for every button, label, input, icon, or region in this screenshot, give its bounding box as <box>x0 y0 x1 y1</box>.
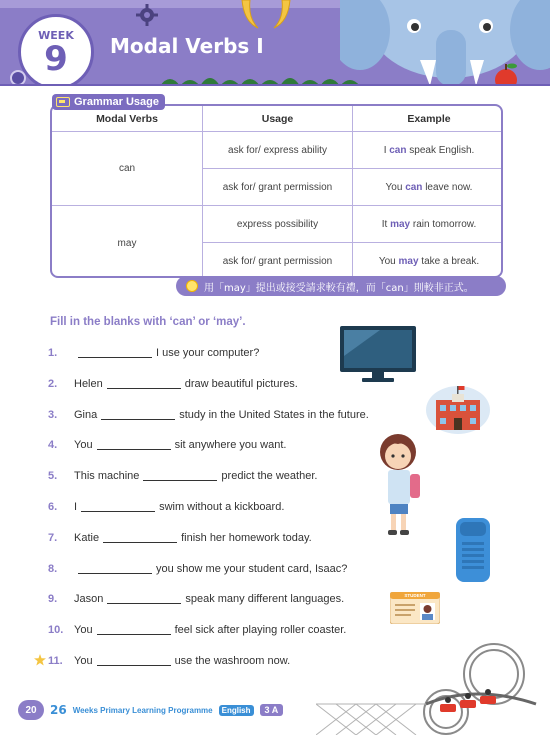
example-post: speak English. <box>406 144 475 156</box>
question-item <box>48 437 286 453</box>
answer-blank[interactable] <box>81 502 155 512</box>
question-item <box>48 653 290 669</box>
header-divider <box>0 84 550 86</box>
question-number: 11. <box>48 655 63 667</box>
grammar-usage-label: Grammar Usage <box>74 96 159 108</box>
question-subject: You <box>74 439 93 452</box>
question-number: 5. <box>48 470 58 483</box>
question-number: 8. <box>48 562 58 575</box>
page-footer <box>18 700 283 720</box>
table-cell-example <box>353 243 503 278</box>
question-number: 3. <box>48 408 58 421</box>
question-text: draw beautiful pictures. <box>184 377 298 390</box>
subject-badge: English <box>219 705 254 716</box>
school-building-icon <box>426 380 490 436</box>
answer-blank[interactable] <box>78 348 152 358</box>
example-pre: You <box>385 181 406 193</box>
table-cell-usage: express possibility <box>203 206 353 243</box>
star-icon <box>34 654 46 666</box>
table-cell-verb-may: may <box>52 206 203 278</box>
example-pre: I <box>383 144 390 156</box>
question-number: 9. <box>48 593 58 606</box>
table-header-example: Example <box>353 106 503 132</box>
lightbulb-icon <box>186 280 198 292</box>
grammar-usage-tag <box>52 94 165 110</box>
girl-student-icon <box>374 430 432 538</box>
table-header-modal-verbs: Modal Verbs <box>52 106 203 132</box>
question-subject: Gina <box>74 408 98 421</box>
grammar-table <box>50 104 503 278</box>
roller-coaster-icon <box>316 634 550 735</box>
question-text: swim without a kickboard. <box>159 501 285 513</box>
answer-blank[interactable] <box>143 471 217 481</box>
table-cell-example <box>353 206 503 243</box>
question-text: use the washroom now. <box>174 655 291 667</box>
table-cell-example <box>353 132 503 169</box>
question-subject: I <box>74 501 78 513</box>
week-number: 9 <box>44 39 68 79</box>
question-number: 10. <box>48 624 64 637</box>
question-subject: You <box>74 624 93 637</box>
example-modal: can <box>405 181 423 193</box>
gear-icon <box>136 4 158 26</box>
answer-blank[interactable] <box>107 594 181 604</box>
question-text: finish her homework today. <box>181 531 312 544</box>
week-badge <box>18 14 94 86</box>
question-text: speak many different languages. <box>185 593 345 606</box>
question-item <box>48 622 346 638</box>
table-header-usage: Usage <box>203 106 353 132</box>
question-text: predict the weather. <box>221 470 318 483</box>
table-cell-usage: ask for/ grant permission <box>203 243 353 278</box>
example-pre: You <box>378 256 399 267</box>
exercise-instruction: Fill in the blanks with ‘can’ or ‘may’. <box>50 316 246 328</box>
page-header <box>0 0 550 86</box>
question-item <box>48 407 369 423</box>
question-text: study in the United States in the future. <box>179 408 369 421</box>
question-number: 1. <box>48 347 58 359</box>
question-subject: You <box>74 655 93 667</box>
question-text: you show me your student card, Isaac? <box>156 562 348 575</box>
question-item <box>48 591 344 607</box>
example-post: take a break. <box>418 256 480 267</box>
example-modal: may <box>390 218 411 230</box>
table-cell-usage: ask for/ express ability <box>203 132 353 169</box>
question-text: feel sick after playing roller coaster. <box>174 624 347 637</box>
card-icon <box>56 97 70 107</box>
question-subject: Katie <box>74 531 100 544</box>
question-text: sit anywhere you want. <box>174 439 287 452</box>
question-item <box>48 376 298 392</box>
question-item <box>48 530 312 546</box>
example-pre: It <box>381 218 391 230</box>
programme-name: Weeks Primary Learning Programme <box>72 705 213 715</box>
grammar-note <box>176 276 506 296</box>
question-item <box>48 468 317 484</box>
remote-control-icon <box>456 518 490 582</box>
example-modal: can <box>389 144 407 156</box>
horns-icon <box>238 0 294 30</box>
question-item <box>48 499 284 515</box>
table-cell-example <box>353 169 503 206</box>
answer-blank[interactable] <box>97 440 171 450</box>
answer-blank[interactable] <box>103 533 177 543</box>
example-post: leave now. <box>422 181 473 193</box>
elephant-icon <box>340 0 550 86</box>
week-label: WEEK <box>38 29 74 42</box>
student-card-label: STUDENT <box>404 593 426 598</box>
question-number: 6. <box>48 501 58 513</box>
answer-blank[interactable] <box>101 410 175 420</box>
question-number: 2. <box>48 377 58 390</box>
programme-logo: 26 <box>50 703 67 717</box>
question-text: I use your computer? <box>156 347 260 359</box>
grammar-note-text: 用「may」提出或接受請求較有禮，而「can」則較非正式。 <box>204 282 474 294</box>
question-item <box>48 561 347 577</box>
answer-blank[interactable] <box>97 656 171 666</box>
question-number: 7. <box>48 531 58 544</box>
answer-blank[interactable] <box>97 625 171 635</box>
answer-blank[interactable] <box>78 564 152 574</box>
question-number: 4. <box>48 439 58 452</box>
question-subject: Helen <box>74 377 103 390</box>
question-subject: This machine <box>74 470 140 483</box>
student-card-icon <box>390 592 440 624</box>
page-title: Modal Verbs I <box>110 34 264 58</box>
table-cell-verb-can: can <box>52 132 203 206</box>
answer-blank[interactable] <box>107 379 181 389</box>
computer-monitor-icon <box>340 326 416 382</box>
question-item <box>48 345 259 361</box>
table-cell-usage: ask for/ grant permission <box>203 169 353 206</box>
question-subject: Jason <box>74 593 104 606</box>
level-badge: 3 A <box>260 704 284 716</box>
example-modal: may <box>398 256 419 267</box>
example-post: rain tomorrow. <box>410 218 477 230</box>
page-number: 20 <box>18 700 44 720</box>
